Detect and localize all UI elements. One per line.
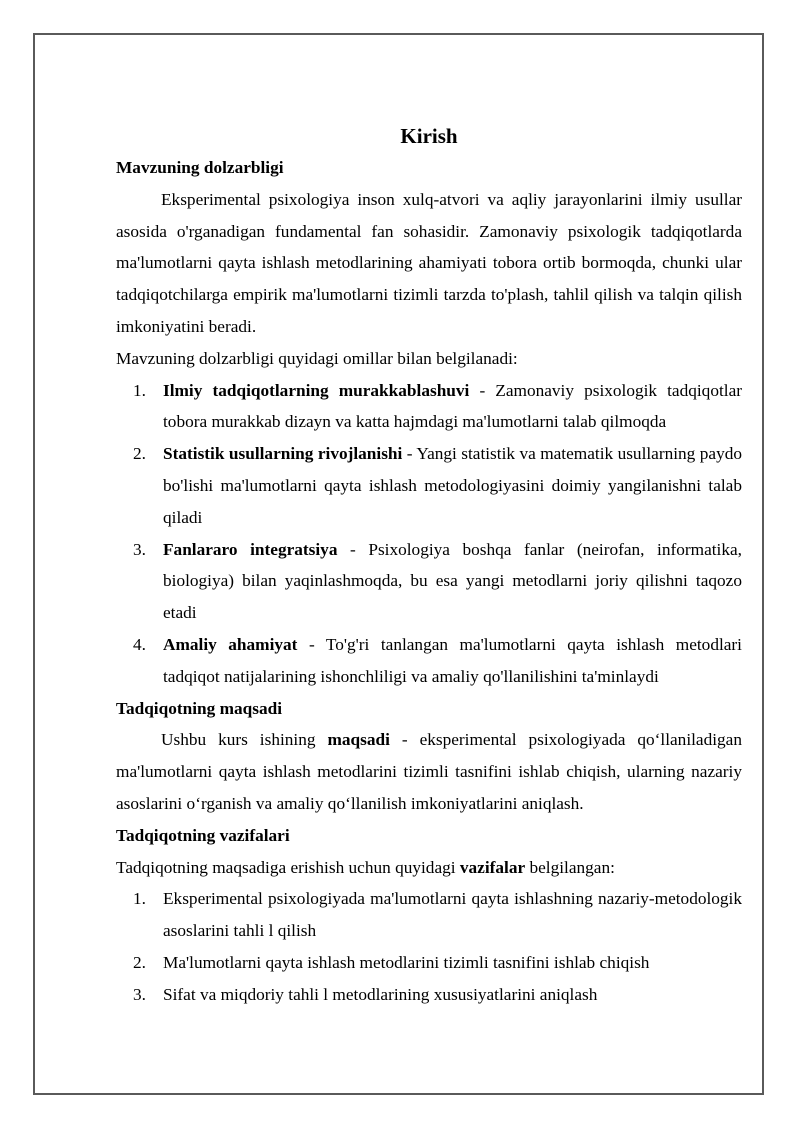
list-item-bold: Statistik usullarning rivojlanishi bbox=[163, 444, 403, 464]
list-item bbox=[116, 947, 742, 979]
list-item-bold: Fanlararo integratsiya bbox=[163, 539, 338, 559]
list-item-text: Sifat va miqdoriy tahli l metodlarining xususiyatlarini aniqlash bbox=[163, 984, 598, 1004]
section-heading-vazifalar: Tadqiqotning vazifalari bbox=[116, 825, 290, 845]
list-number: 4. bbox=[133, 634, 146, 654]
list-number: 3. bbox=[133, 984, 146, 1004]
vazifalar-post: belgilangan: bbox=[525, 857, 615, 877]
list-number: 2. bbox=[133, 952, 146, 972]
list-item bbox=[116, 438, 742, 533]
maqsad-pre: Ushbu kurs ishining bbox=[161, 730, 328, 750]
list-item-text: - To'g'ri tanlangan ma'lumotlarni qayta ishlash metodlari tadqiqot natijalarining ishonchliligi va amaliy qo'llanilishini ta'minlaydi bbox=[163, 634, 742, 686]
list-item bbox=[116, 375, 742, 439]
list-item bbox=[116, 883, 742, 947]
list-item-text: - Psixologiya boshqa fanlar (neirofan, informatika, biologiya) bilan yaqinlashmoqda, bu esa yangi metodlarni joriy qilishni taqozo etadi bbox=[163, 539, 742, 623]
vazifalar-bold: vazifalar bbox=[459, 857, 526, 877]
list-item-text: - Zamonaviy psixologik tadqiqotlar tobora murakkab dizayn va katta hajmdagi ma'lumotlarni talab qilmoqda bbox=[163, 380, 742, 432]
list-number: 3. bbox=[133, 539, 146, 559]
list-number: 2. bbox=[133, 444, 146, 464]
list-item-bold: Ilmiy tadqiqotlarning murakkablashuvi bbox=[163, 380, 470, 400]
list-number: 1. bbox=[133, 889, 146, 909]
section-heading-dolzarblik: Mavzuning dolzarbligi bbox=[116, 158, 284, 177]
document-body bbox=[116, 120, 742, 1011]
list-item-text: Ma'lumotlarni qayta ishlash metodlarini tizimli tasnifini ishlab chiqish bbox=[163, 952, 650, 972]
list-item bbox=[116, 629, 742, 693]
vazifalar-intro bbox=[116, 852, 742, 884]
maqsad-post: - eksperimental psixologiyada qo‘llaniladigan ma'lumotlarni qayta ishlash metodlarini tizimli tasnifini ishlab chiqish, ularning nazariy asoslarini o‘rganish va amaliy qo‘llanilish imkoniyatlarini aniqlash. bbox=[116, 730, 742, 813]
list-item-bold: Amaliy ahamiyat bbox=[163, 634, 298, 654]
dolzarblik-list bbox=[116, 375, 742, 693]
dolzarblik-intro: Mavzuning dolzarbligi quyidagi omillar bilan belgilanadi: bbox=[116, 348, 518, 368]
section-heading-maqsad: Tadqiqotning maqsadi bbox=[116, 698, 283, 718]
maqsad-bold: maqsadi bbox=[327, 730, 390, 750]
dolzarblik-paragraph: Eksperimental psixologiya inson xulq-atvori va aqliy jarayonlarini ilmiy usullar asosida o'rganadigan fundamental fan sohasidir. Zamonaviy psixologik tadqiqotlarda ma'lumotlarni qayta ishlash metodlarining ahamiyati tobora ortib bormoqda, chunki ular tadqiqotchilarga empirik ma'lumotlarni tizimli tarzda to'plash, tahlil qilish va talqin qilish imkoniyatini beradi. bbox=[116, 189, 742, 336]
vazifalar-pre: Tadqiqotning maqsadiga erishish uchun quyidagi bbox=[116, 857, 460, 877]
page-title: Kirish bbox=[400, 124, 458, 148]
vazifalar-list bbox=[116, 883, 742, 1010]
list-item-text: - Yangi statistik va matematik usullarning paydo bo'lishi ma'lumotlarni qayta ishlash metodologiyasini doimiy yangilanishni talab qiladi bbox=[163, 444, 742, 527]
list-item bbox=[116, 534, 742, 629]
list-item bbox=[116, 979, 742, 1011]
list-item-text: Eksperimental psixologiyada ma'lumotlarni qayta ishlashning nazariy-metodologik asoslarini tahli l qilish bbox=[163, 889, 742, 941]
maqsad-paragraph bbox=[116, 724, 742, 819]
list-number: 1. bbox=[133, 380, 146, 400]
